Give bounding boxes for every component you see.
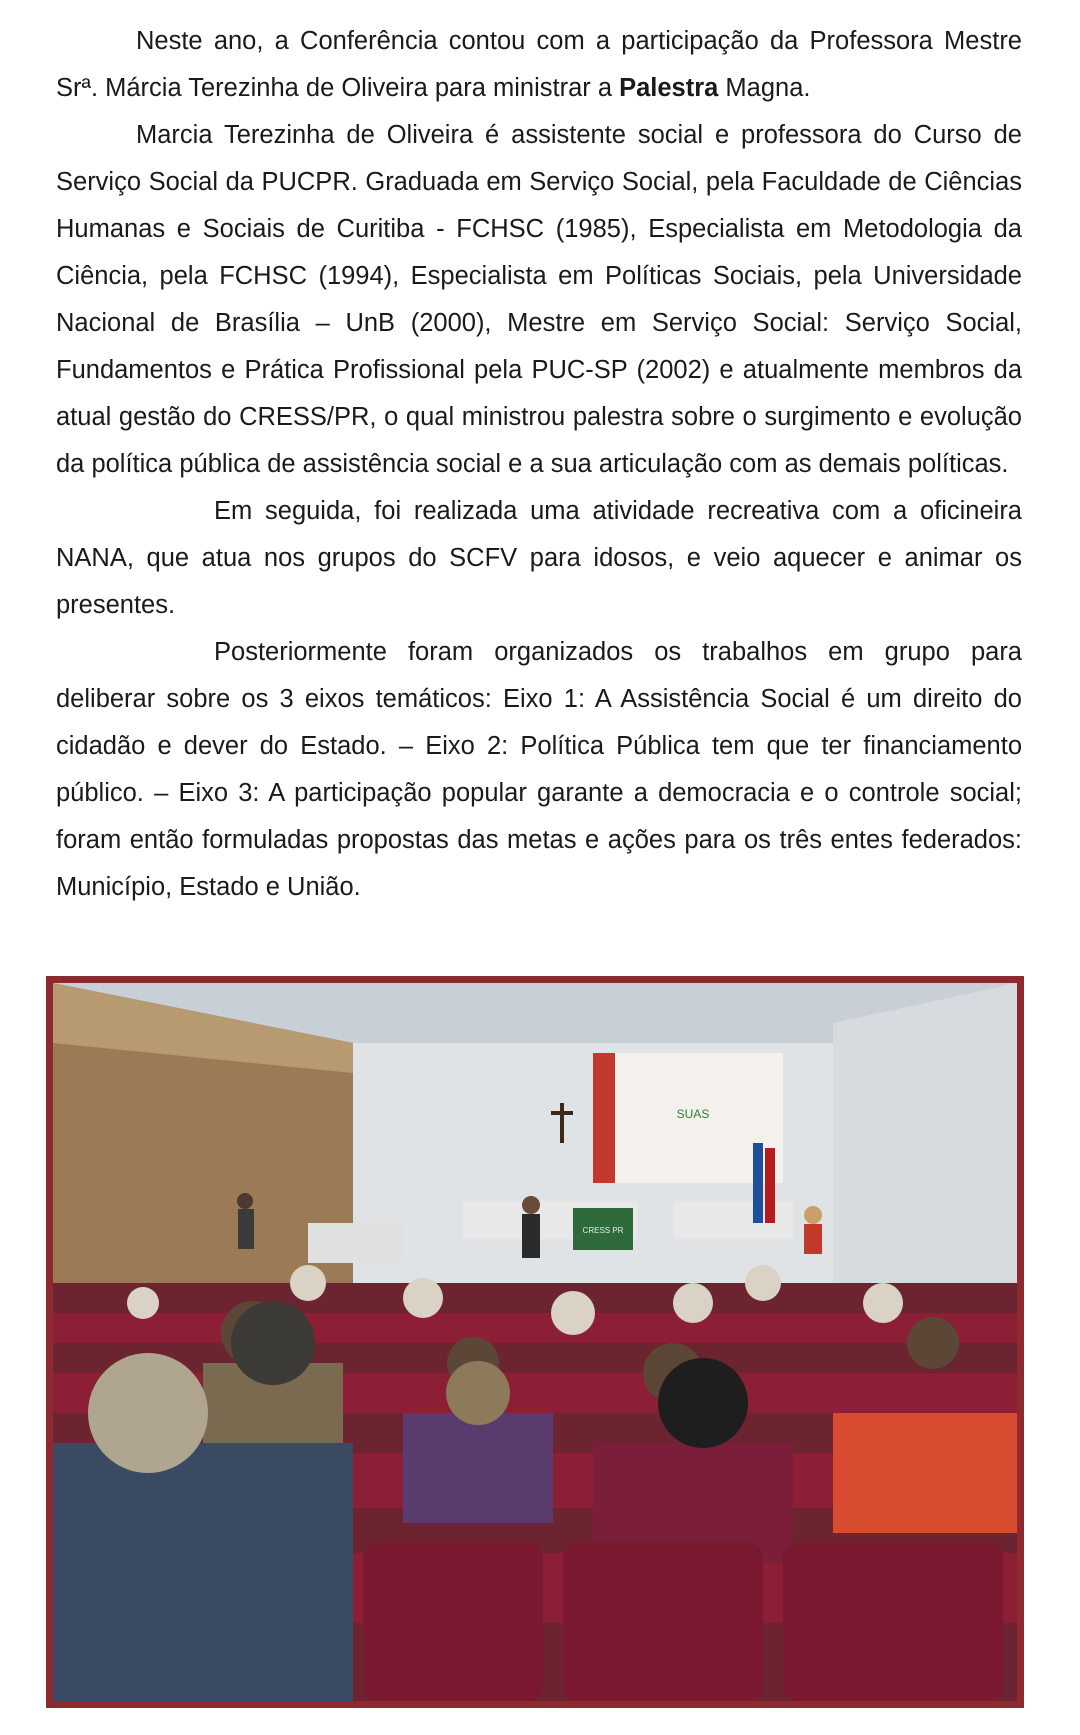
paragraph-1-text-end: Magna. — [718, 74, 811, 102]
paragraph-1 — [56, 18, 1022, 112]
body-text — [56, 18, 1022, 911]
slide-text: SUAS — [676, 1107, 710, 1121]
paragraph-3: Em seguida, foi realizada uma atividade recreativa com a oficineira NANA, que atua nos grupos do SCFV para idosos, e veio aquecer e animar os presentes. — [56, 497, 1022, 619]
banner-text: CRESS PR — [582, 1226, 624, 1235]
paragraph-4: Posteriormente foram organizados os trabalhos em grupo para deliberar sobre os 3 eixos temáticos: Eixo 1: A Assistência Social é um direito do cidadão e dever do Estado. – Eixo 2: Política Pública tem que ter financiamento público. – Eixo 3: A participação popular garante a democracia e o controle social; foram então formuladas propostas das metas e ações para os três entes federados: Município, Estado e União. — [56, 638, 1022, 901]
conference-photo — [46, 976, 1024, 1708]
paragraph-1-text: Neste ano, a Conferência contou com a participação da Professora Mestre Srª. Márcia Terezinha de Oliveira para ministrar a — [56, 27, 1022, 102]
paragraph-2: Marcia Terezinha de Oliveira é assistente social e professora do Curso de Serviço Social da PUCPR. Graduada em Serviço Social, pela Faculdade de Ciências Humanas e Sociais de Curitiba - FCHSC (1985), Especialista em Metodologia da Ciência, pela FCHSC (1994), Especialista em Políticas Sociais, pela Universidade Nacional de Brasília – UnB (2000), Mestre em Serviço Social: Serviço Social, Fundamentos e Prática Profissional pela PUC-SP (2002) e atualmente membros da atual gestão do CRESS/PR, o qual ministrou palestra sobre o surgimento e evolução da política pública de assistência social e a sua articulação com as demais políticas. — [56, 121, 1022, 478]
auditorium-illustration — [53, 983, 1017, 1701]
paragraph-1-bold: Palestra — [619, 74, 719, 102]
